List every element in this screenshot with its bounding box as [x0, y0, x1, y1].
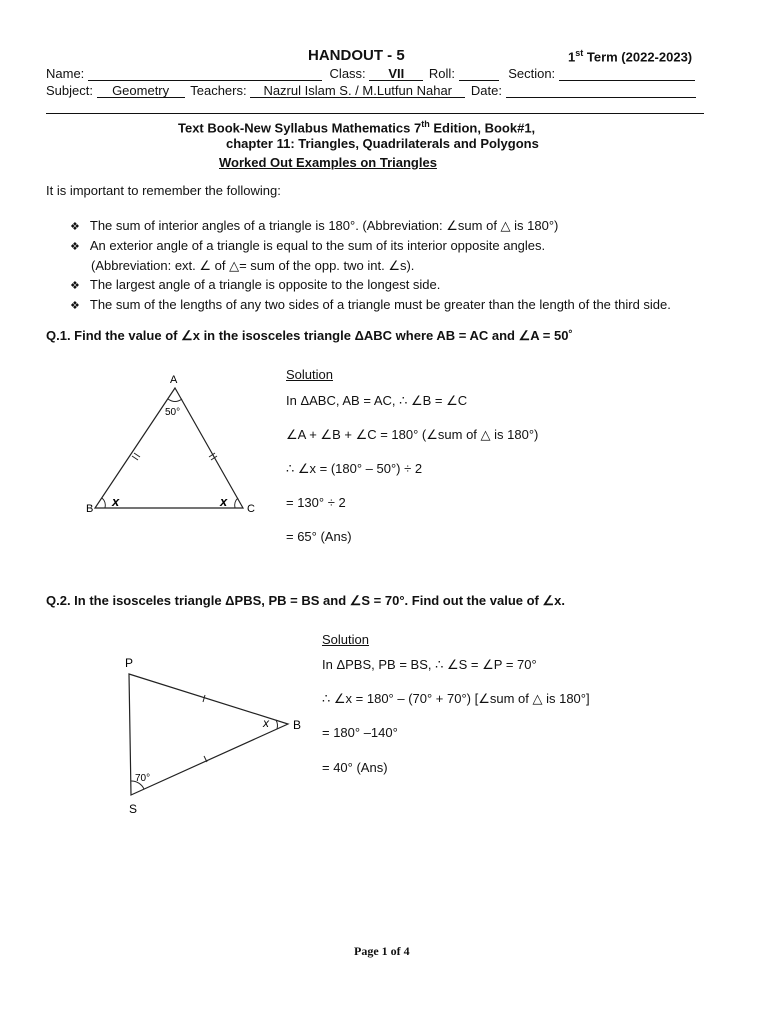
vertex-p-label: P: [125, 656, 134, 670]
vertex-b-label: B: [86, 503, 94, 515]
q2-solution-line: = 40° (Ans): [322, 760, 388, 775]
q1-triangle-figure: [80, 370, 270, 520]
teachers-value: Nazrul Islam S. / M.Lutfun Nahar: [250, 83, 465, 98]
teachers-label: Teachers:: [190, 83, 247, 98]
name-label: Name:: [46, 66, 85, 81]
q1-solution-line: = 65° (Ans): [286, 529, 352, 544]
q2-triangle-figure: [115, 650, 315, 820]
bullet-item: ❖ The sum of the lengths of any two sides of a triangle must be greater than the length of the third side.: [70, 297, 671, 312]
angle-x-label: x: [263, 716, 269, 730]
angle-x-label: x: [112, 494, 120, 509]
bullet-item: ❖ An exterior angle of a triangle is equal to the sum of its interior opposite angles.: [70, 238, 546, 253]
section-heading: Worked Out Examples on Triangles: [219, 155, 437, 170]
bullet-item: ❖ The sum of interior angles of a triangle is 180°. (Abbreviation: ∠sum of △ is 180°): [70, 218, 559, 233]
bullet-icon: ❖: [70, 221, 80, 233]
term-label: 1st Term (2022-2023): [568, 48, 693, 65]
page-number: Page 1 of 4: [354, 944, 410, 958]
angle-x-label: x: [220, 494, 228, 509]
vertex-s-label: S: [129, 802, 138, 816]
q1-solution-label: Solution: [286, 367, 333, 382]
name-row: [46, 66, 695, 81]
name-blank: [88, 66, 322, 81]
vertex-a-label: A: [170, 374, 178, 386]
bullet-icon: ❖: [70, 300, 80, 312]
subject-row: [46, 83, 696, 98]
q2-solution-line: In ΔPBS, PB = BS, ∴ ∠S = ∠P = 70°: [322, 657, 537, 672]
q1-question: Q.1. Find the value of ∠x in the isosceles triangle ΔABC where AB = AC and ∠A = 50˚: [46, 328, 573, 343]
class-label: Class:: [329, 66, 366, 81]
section-label: Section:: [508, 66, 556, 81]
vertex-b-label: B: [293, 718, 302, 732]
q1-solution-line: = 130° ÷ 2: [286, 495, 346, 510]
section-blank: [559, 66, 695, 81]
subject-label: Subject:: [46, 83, 93, 98]
bullet-continuation: (Abbreviation: ext. ∠ of △= sum of the opp. two int. ∠s).: [91, 258, 415, 273]
roll-blank: [459, 66, 499, 81]
angle-s-label: 70°: [135, 773, 151, 784]
q1-solution-line: In ΔABC, AB = AC, ∴ ∠B = ∠C: [286, 393, 468, 408]
bullet-icon: ❖: [70, 280, 80, 292]
q2-question: Q.2. In the isosceles triangle ΔPBS, PB = BS and ∠S = 70°. Find out the value of ∠x.: [46, 593, 565, 608]
q1-solution-line: ∠A + ∠B + ∠C = 180° (∠sum of △ is 180°): [286, 427, 539, 442]
handout-title: HANDOUT - 5: [308, 47, 405, 64]
textbook-line2: chapter 11: Triangles, Quadrilaterals and Polygons: [226, 136, 539, 151]
textbook-line1: Text Book-New Syllabus Mathematics 7th Edition, Book#1,: [178, 119, 536, 136]
roll-label: Roll:: [428, 66, 455, 81]
subject-value: Geometry: [97, 83, 185, 98]
date-blank: [506, 83, 696, 98]
class-value: VII: [369, 66, 423, 81]
intro-text: It is important to remember the following:: [46, 183, 281, 198]
date-label: Date:: [470, 83, 502, 98]
q2-solution-line: = 180° –140°: [322, 725, 398, 740]
vertex-c-label: C: [247, 503, 255, 515]
angle-a-label: 50°: [165, 407, 181, 418]
q2-solution-line: ∴ ∠x = 180° – (70° + 70°) [∠sum of △ is 180°]: [322, 691, 590, 706]
bullet-item: ❖ The largest angle of a triangle is opposite to the longest side.: [70, 277, 441, 292]
q1-solution-line: ∴ ∠x = (180° – 50°) ÷ 2: [286, 461, 423, 476]
q2-solution-label: Solution: [322, 632, 369, 647]
bullet-icon: ❖: [70, 241, 80, 253]
header-divider: [46, 113, 704, 114]
